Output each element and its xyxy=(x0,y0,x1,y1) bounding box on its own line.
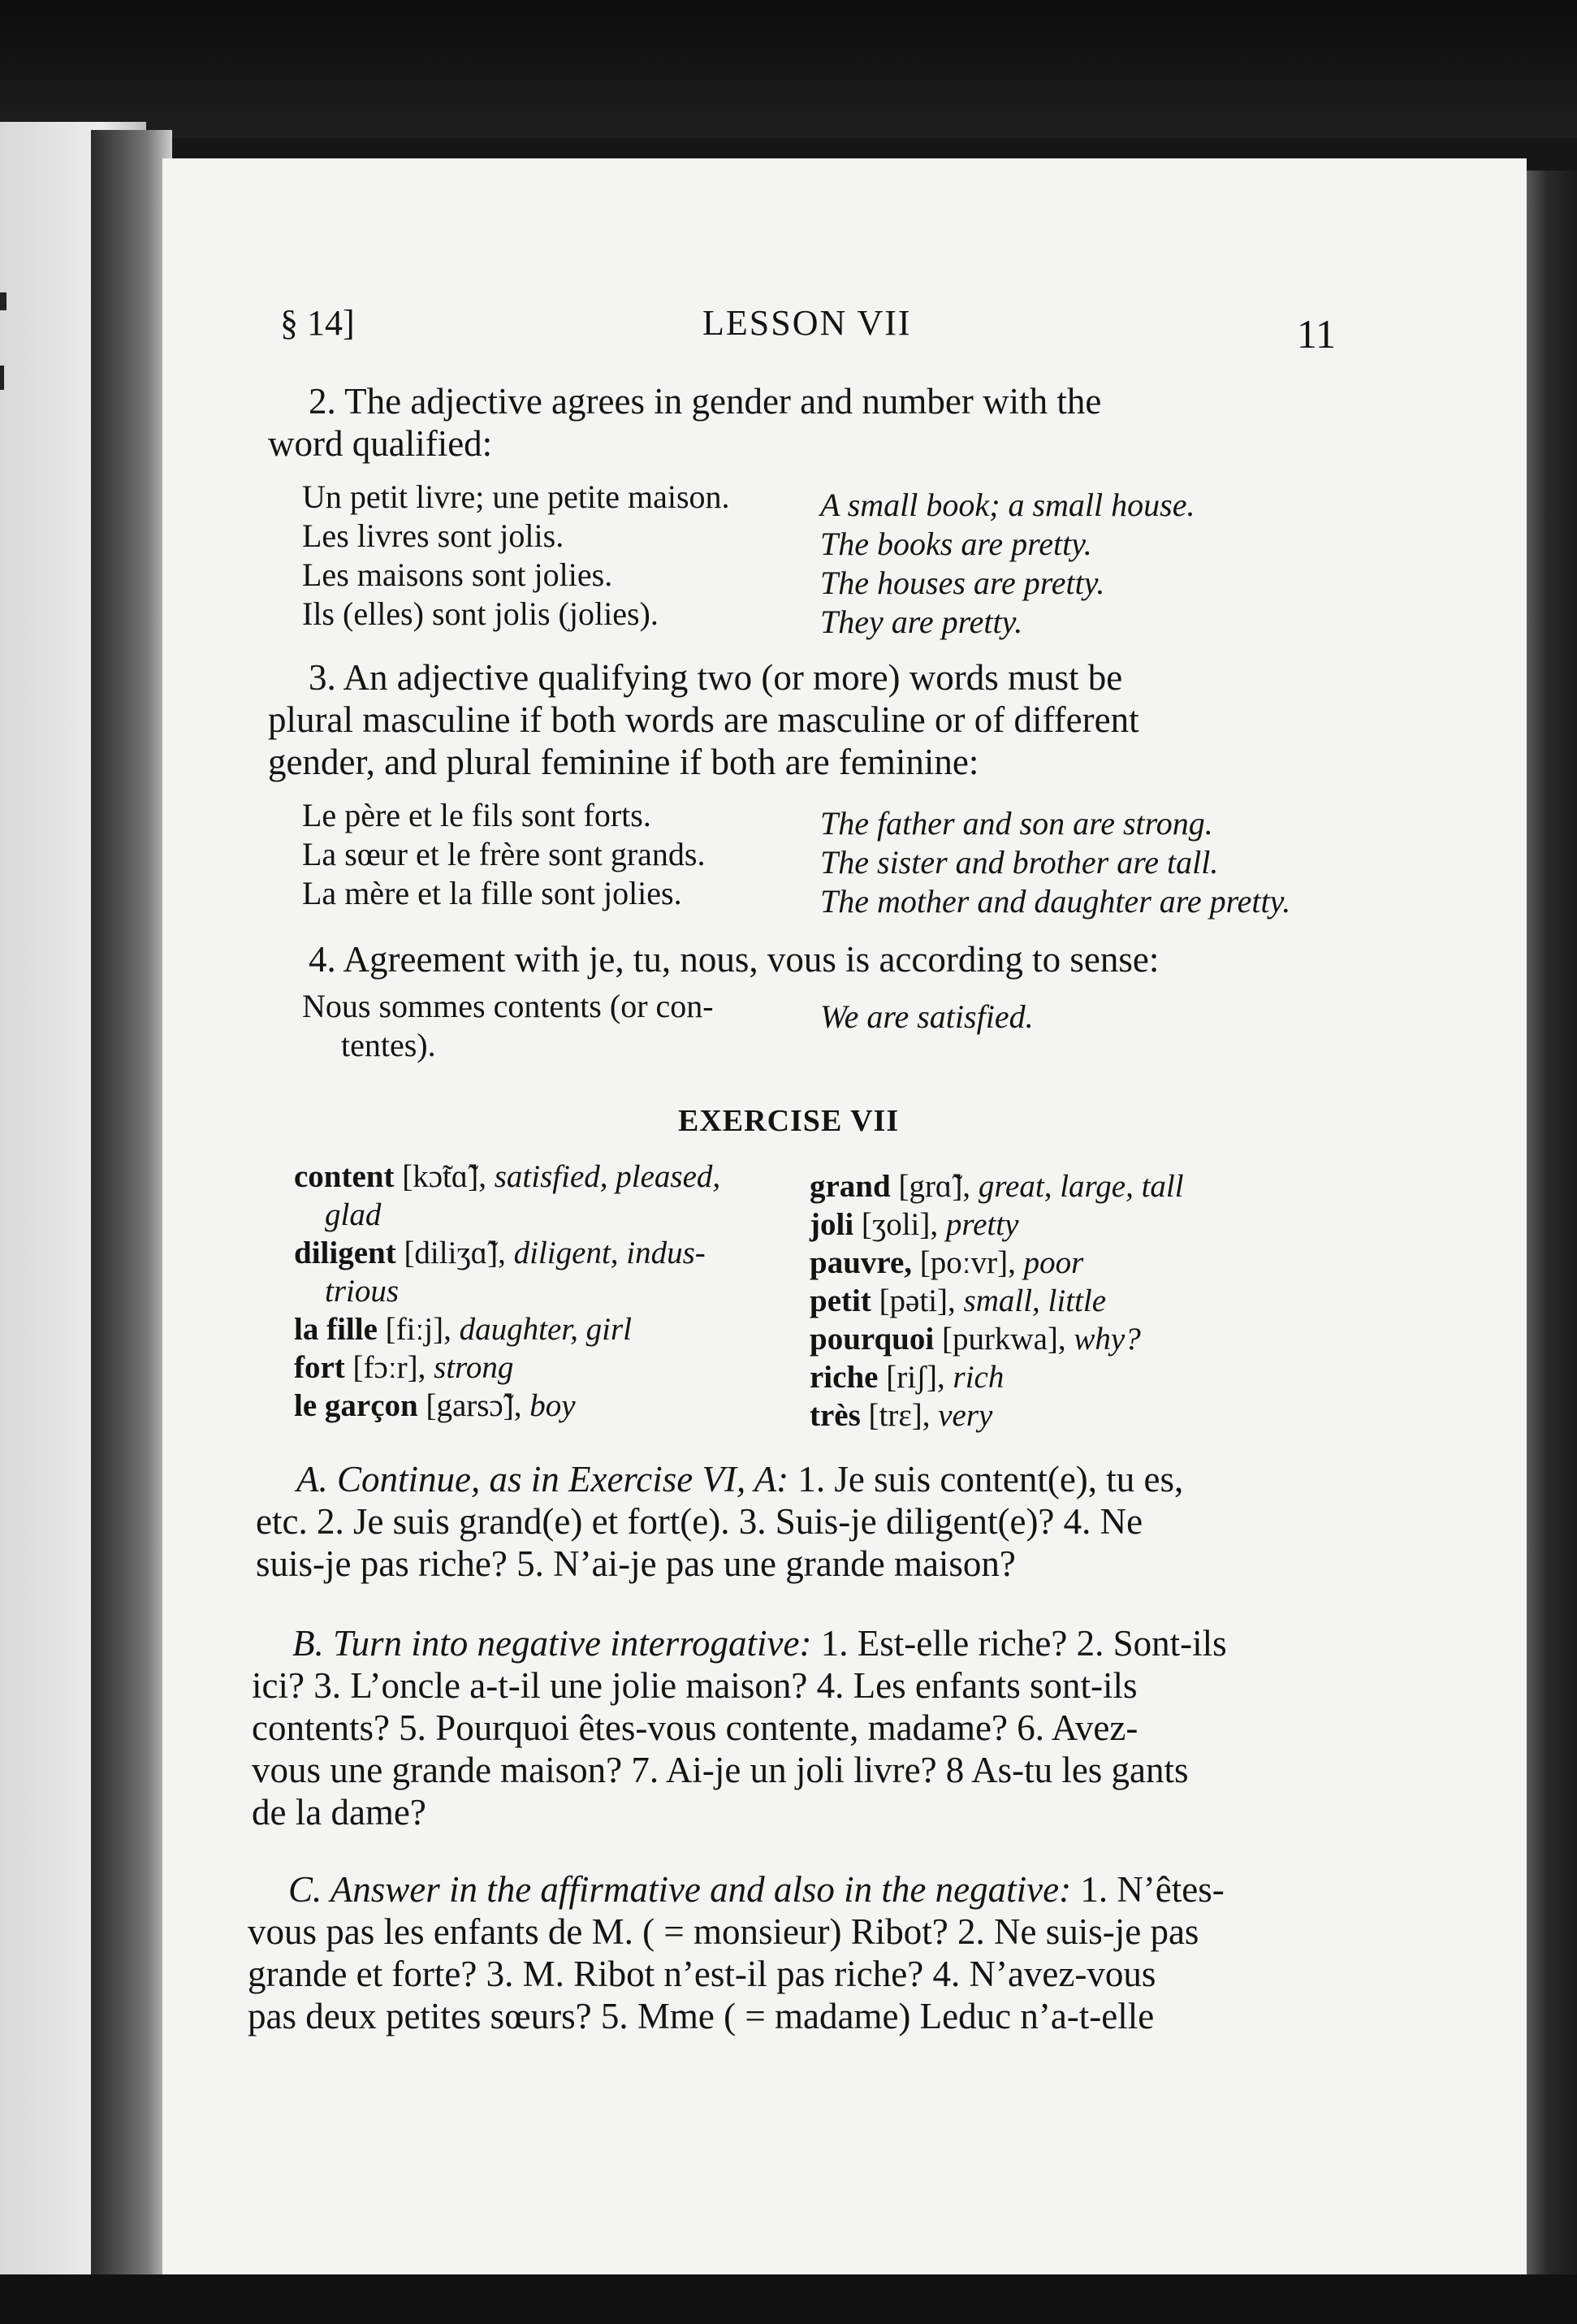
rule-3-text: 3. An adjective qualifying two (or more) words must be plural masculine if both words are masculine or of different gender, and plural feminine if both are feminine: xyxy=(268,657,1139,782)
exercise-part-c: C. Answer in the affirmative and also in the negative: 1. N’êtes- vous pas les enfants de M. ( = monsieur) Ribot? 2. Ne suis-je pas grande et forte? 3. M. Ribot n’est-il pas riche? 4. N’avez-vous pas deux petites sœurs? 5. Mme ( = madame) Leduc n’a-t-elle xyxy=(248,1869,1225,2036)
example-french: Les maisons sont jolies. xyxy=(302,556,613,593)
vocab-entry: la fille [fiːj], daughter, girl xyxy=(294,1312,632,1347)
vocab-entry: diligent [diliʒɑ̃], diligent, indus- trious xyxy=(294,1236,706,1309)
page-right-edge xyxy=(1527,171,1577,2283)
example-english: A small book; a small house. xyxy=(820,487,1195,523)
scan-dark-border-bottom xyxy=(0,2274,1577,2324)
vocab-entry: pourquoi [purkwa], why? xyxy=(810,1322,1141,1357)
rule-4-text: 4. Agreement with je, tu, nous, vous is according to sense: xyxy=(309,939,1160,980)
facing-page-marks xyxy=(0,292,16,455)
vocab-entry: très [trɛ], very xyxy=(810,1398,993,1433)
vocabulary-left-column xyxy=(294,1158,720,1425)
example-french: La sœur et le frère sont grands. xyxy=(302,836,706,872)
vocab-entry: pauvre, [poːvr], poor xyxy=(810,1245,1084,1280)
running-header xyxy=(280,302,1336,357)
page-number: 11 xyxy=(1296,311,1336,357)
lesson-title: LESSON VII xyxy=(702,303,912,343)
part-c-instruction: C. Answer in the affirmative and also in the negative: xyxy=(288,1869,1072,1910)
rule-3-french-examples xyxy=(302,796,705,913)
example-french: La mère et la fille sont jolies. xyxy=(302,875,682,911)
part-b-instruction: B. Turn into negative interrogative: xyxy=(292,1623,812,1664)
example-french: Un petit livre; une petite maison. xyxy=(302,478,730,515)
example-english: The sister and brother are tall. xyxy=(820,844,1219,881)
vocab-entry: grand [grɑ̃], great, large, tall xyxy=(810,1169,1184,1204)
rule-4-english-example: We are satisfied. xyxy=(820,998,1034,1035)
vocab-entry: riche [riʃ], rich xyxy=(810,1360,1005,1395)
example-english: The books are pretty. xyxy=(820,526,1092,562)
example-english: They are pretty. xyxy=(820,604,1023,640)
example-french: Le père et le fils sont forts. xyxy=(302,797,651,833)
example-english: The houses are pretty. xyxy=(820,565,1105,601)
vocab-entry: content [kɔ̃tɑ̃], satisfied, pleased, glad xyxy=(294,1159,721,1232)
section-marker: § 14] xyxy=(280,303,355,343)
example-french: Les livres sont jolis. xyxy=(302,517,564,554)
exercise-title: EXERCISE VII xyxy=(678,1104,900,1138)
rule-2-text: 2. The adjective agrees in gender and number with the word qualified: xyxy=(268,381,1102,464)
example-english: The mother and daughter are pretty. xyxy=(820,883,1291,920)
rule-2-english-examples xyxy=(820,486,1195,642)
book-gutter xyxy=(91,130,172,2291)
rule-4-french-example: Nous sommes contents (or con- tentes). xyxy=(302,988,714,1063)
vocab-entry: petit [pəti], small, little xyxy=(810,1283,1107,1318)
vocabulary-right-column xyxy=(810,1167,1184,1435)
rule-3-english-examples xyxy=(820,804,1290,921)
exercise-part-b: B. Turn into negative interrogative: 1. Est-elle riche? 2. Sont-ils ici? 3. L’oncle a-t-il une jolie maison? 4. Les enfants sont-ils contents? 5. Pourquoi êtes-vous contente, madame? 6. Avez- vous une grande maison? 7. Ai-je un joli livre? 8 As-tu les gants de la dame? xyxy=(252,1623,1227,1833)
vocab-entry: fort [fɔːr], strong xyxy=(294,1350,514,1385)
exercise-part-a: A. Continue, as in Exercise VI, A: 1. Je suis content(e), tu es, etc. 2. Je suis grand(e) et fort(e). 3. Suis-je diligent(e)? 4. Ne suis-je pas riche? 5. N’ai-je pas une grande maison? xyxy=(256,1459,1184,1584)
vocab-entry: joli [ʒoli], pretty xyxy=(810,1207,1019,1242)
vocab-entry: le garçon [garsɔ̃], boy xyxy=(294,1388,576,1423)
rule-2-french-examples xyxy=(302,478,730,634)
example-english: The father and son are strong. xyxy=(820,805,1213,842)
part-a-instruction: A. Continue, as in Exercise VI, A: xyxy=(296,1459,789,1500)
example-french: Ils (elles) sont jolis (jolies). xyxy=(302,595,659,632)
scan-dark-border-top xyxy=(0,0,1577,138)
